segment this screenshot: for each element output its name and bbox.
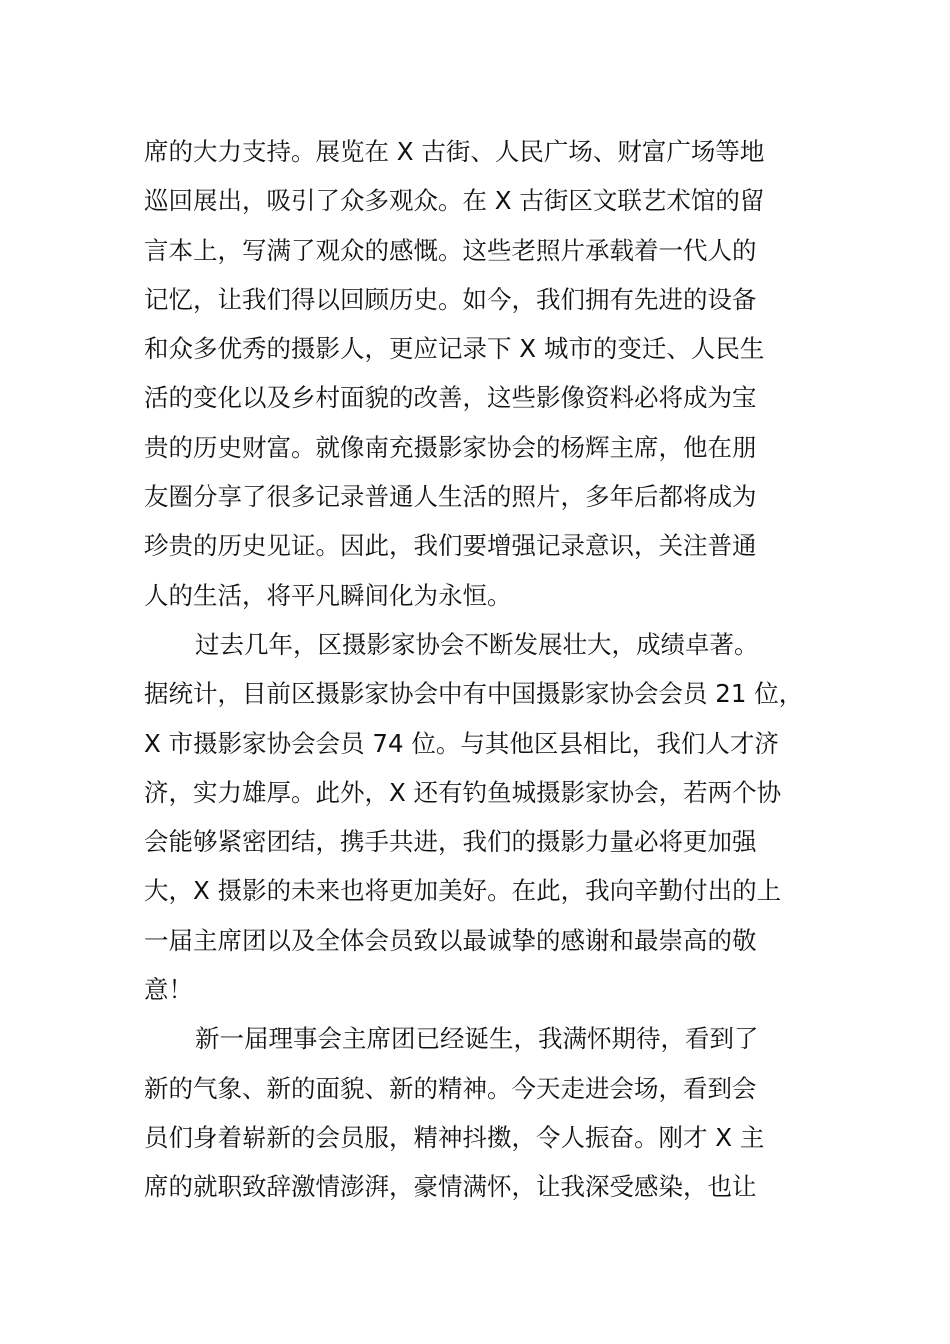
text-line: 巡回展出，吸引了众多观众。在 X 古街区文联艺术馆的留 bbox=[144, 186, 765, 216]
text-line: 意！ bbox=[144, 975, 193, 1005]
text-line: X 市摄影家协会会员 74 位。与其他区县相比，我们人才济 bbox=[144, 728, 779, 758]
text-line: 员们身着崭新的会员服，精神抖擞，令人振奋。刚才 X 主 bbox=[144, 1122, 765, 1152]
text-line: 和众多优秀的摄影人，更应记录下 X 城市的变迁、人民生 bbox=[144, 334, 765, 364]
text-line: 珍贵的历史见证。因此，我们要增强记录意识，关注普通 bbox=[144, 531, 757, 561]
text-line: 贵的历史财富。就像南充摄影家协会的杨辉主席，他在朋 bbox=[144, 432, 757, 462]
text-line: 席的就职致辞激情澎湃，豪情满怀，让我深受感染，也让 bbox=[144, 1172, 757, 1202]
text-line: 会能够紧密团结，携手共进，我们的摄影力量必将更加强 bbox=[144, 827, 757, 857]
text-line: 活的变化以及乡村面貌的改善，这些影像资料必将成为宝 bbox=[144, 383, 757, 413]
text-line: 新的气象、新的面貌、新的精神。今天走进会场，看到会 bbox=[144, 1073, 757, 1103]
text-line: 言本上，写满了观众的感慨。这些老照片承载着一代人的 bbox=[144, 235, 757, 265]
text-line: 人的生活，将平凡瞬间化为永恒。 bbox=[144, 580, 512, 610]
body-text bbox=[144, 127, 834, 1212]
text-line: 席的大力支持。展览在 X 古街、人民广场、财富广场等地 bbox=[144, 137, 765, 166]
text-line: 友圈分享了很多记录普通人生活的照片，多年后都将成为 bbox=[144, 482, 757, 512]
text-line: 据统计，目前区摄影家协会中有中国摄影家协会会员 21 位， bbox=[144, 679, 804, 709]
text-line: 一届主席团以及全体会员致以最诚挚的感谢和最崇高的敬 bbox=[144, 925, 757, 955]
paragraph-start-line: 新一届理事会主席团已经诞生，我满怀期待，看到了 bbox=[195, 1024, 759, 1054]
text-line: 记忆，让我们得以回顾历史。如今，我们拥有先进的设备 bbox=[144, 284, 757, 314]
paragraph-start-line: 过去几年，区摄影家协会不断发展壮大，成绩卓著。 bbox=[195, 629, 759, 659]
text-line: 大，X 摄影的未来也将更加美好。在此，我向辛勤付出的上 bbox=[144, 876, 782, 906]
text-line: 济，实力雄厚。此外，X 还有钓鱼城摄影家协会，若两个协 bbox=[144, 777, 782, 807]
